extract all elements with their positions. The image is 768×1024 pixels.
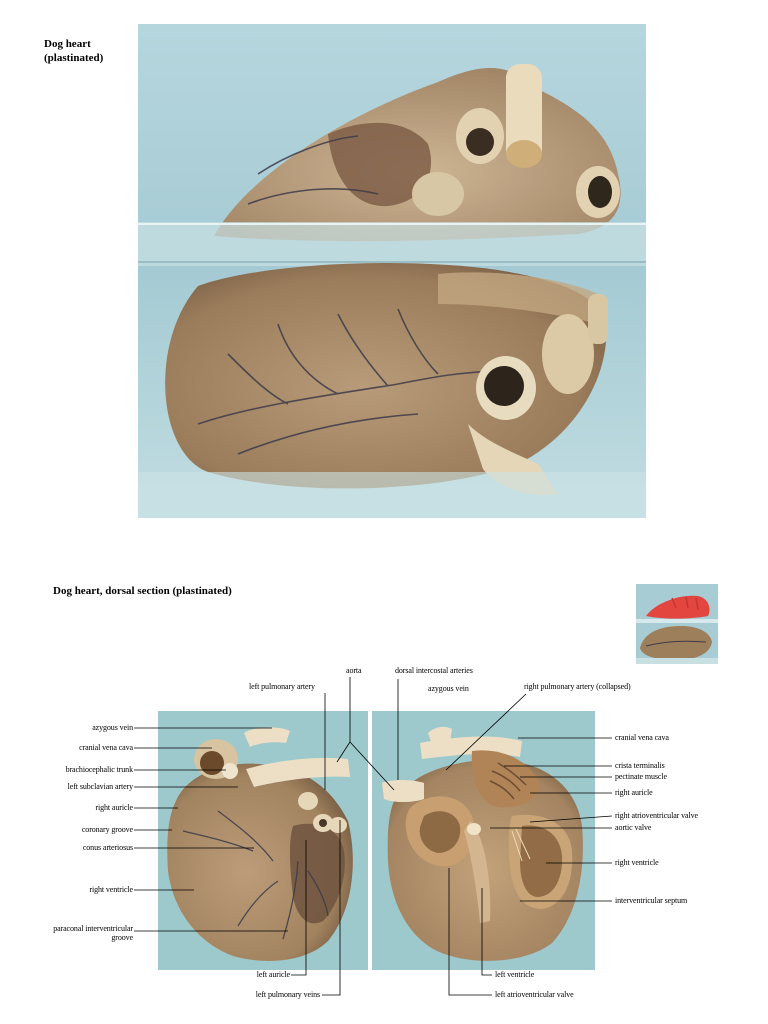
label-right-auricle-left: right auricle: [95, 803, 133, 812]
label-paraconal-groove: [53, 924, 133, 942]
right-specimen-photo: [372, 711, 595, 970]
top-heart-photo: [138, 24, 646, 518]
label-aorta: aorta: [346, 666, 362, 675]
label-azygous-vein-top: azygous vein: [428, 684, 469, 693]
label-left-ventricle: left ventricle: [495, 970, 535, 979]
label-conus-arteriosus: conus arteriosus: [82, 843, 133, 852]
label-pectinate-muscle: pectinate muscle: [615, 772, 667, 781]
label-cranial-vena-cava-left: cranial vena cava: [79, 743, 133, 752]
thumbnail-inset: [636, 584, 718, 664]
label-dorsal-intercostal-arteries: dorsal intercostal arteries: [395, 666, 473, 675]
label-right-pulmonary-artery: right pulmonary artery (collapsed): [524, 682, 631, 691]
bottom-title: Dog heart, dorsal section (plastinated): [53, 585, 232, 597]
label-coronary-groove: coronary groove: [81, 825, 133, 834]
left-specimen-illustration: [158, 711, 368, 970]
top-heart-illustration: [138, 24, 646, 518]
label-aortic-valve: aortic valve: [615, 823, 652, 832]
label-paraconal-line2: groove: [111, 933, 133, 942]
thumbnail-illustration: [636, 584, 718, 664]
label-cranial-vena-cava-right: cranial vena cava: [615, 733, 669, 742]
label-right-ventricle-left: right ventricle: [89, 885, 133, 894]
right-specimen-illustration: [372, 711, 595, 970]
label-right-ventricle-right: right ventricle: [615, 858, 659, 867]
label-right-auricle-right: right auricle: [615, 788, 653, 797]
label-crista-terminalis: crista terminalis: [615, 761, 665, 770]
label-left-pulmonary-artery: left pulmonary artery: [249, 682, 315, 691]
label-paraconal-line1: paraconal interventricular: [53, 924, 133, 933]
label-azygous-vein-left: azygous vein: [92, 723, 133, 732]
top-title-line1: Dog heart: [44, 38, 91, 50]
label-right-av-valve: right atrioventricular valve: [615, 811, 698, 820]
top-title: [44, 37, 103, 65]
top-title-line2: (plastinated): [44, 52, 104, 64]
label-left-subclavian-artery: left subclavian artery: [67, 782, 133, 791]
label-interventricular-septum: interventricular septum: [615, 896, 688, 905]
label-left-av-valve: left atrioventricular valve: [495, 990, 574, 999]
label-left-pulmonary-veins: left pulmonary veins: [255, 990, 320, 999]
label-left-auricle: left auricle: [256, 970, 290, 979]
left-specimen-photo: [158, 711, 368, 970]
label-brachiocephalic-trunk: brachiocephalic trunk: [65, 765, 133, 774]
